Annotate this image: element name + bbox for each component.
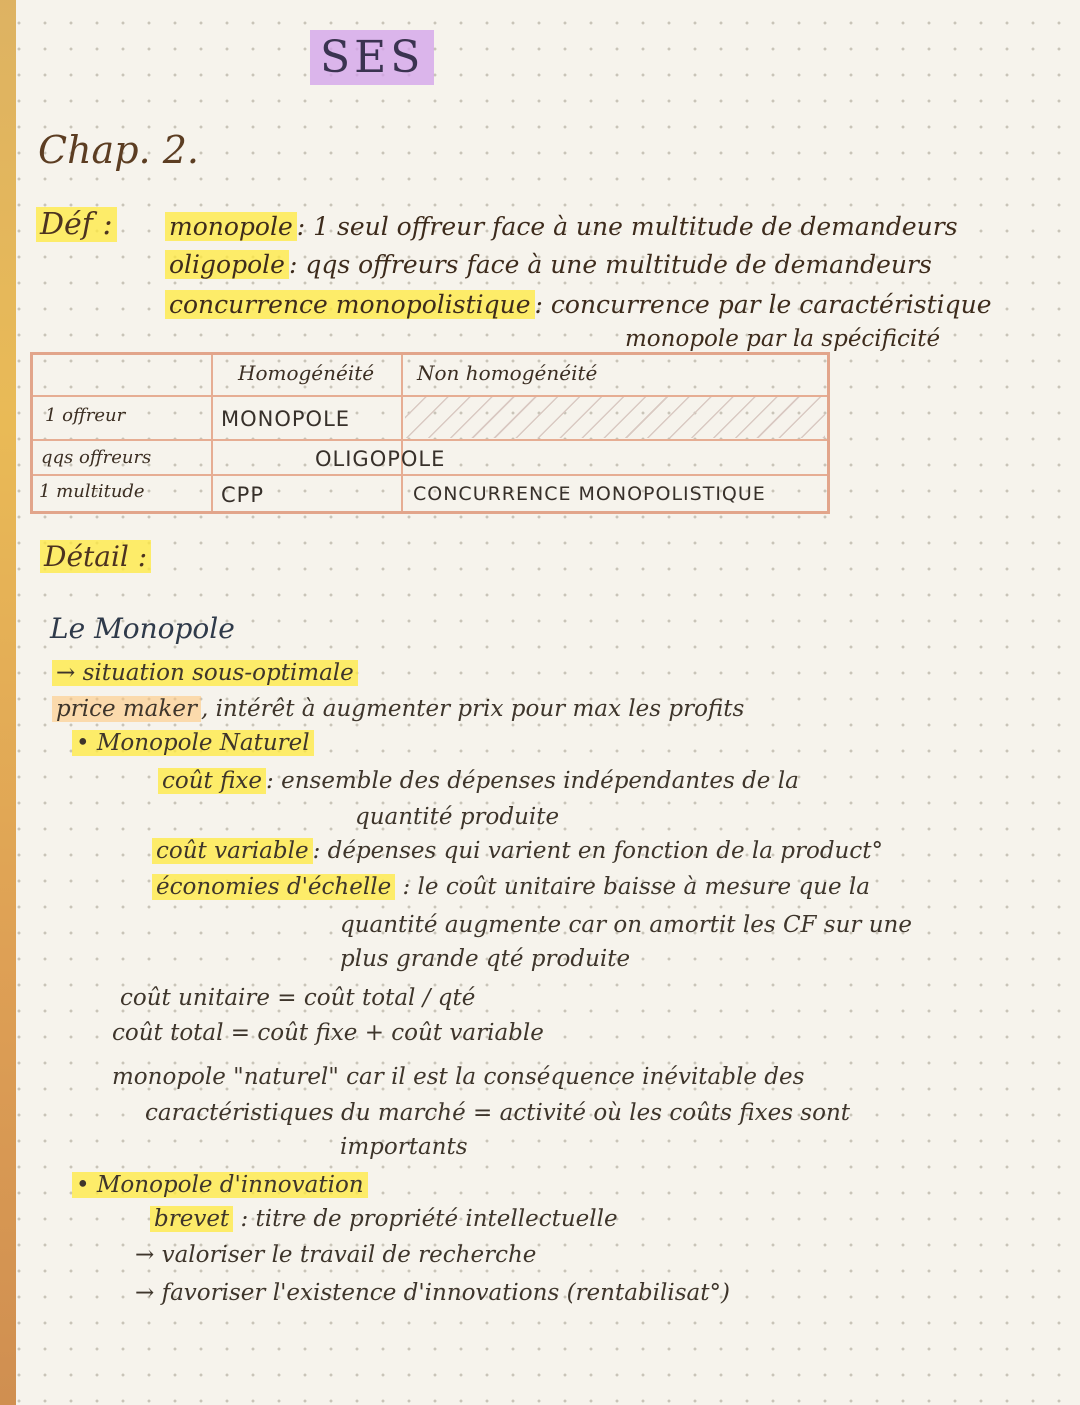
note-favoriser: → favoriser l'existence d'innovations (rentabilisat°) [135, 1280, 730, 1306]
page-edge [0, 0, 16, 1405]
note-monopole-innovation [72, 1172, 368, 1198]
note-naturel-cont: caractéristiques du marché = activité où les coûts fixes sont [145, 1100, 851, 1126]
term: brevet [150, 1206, 233, 1232]
col-header-homogeneite: Homogénéité [238, 361, 375, 385]
col-header-non-homogeneite: Non homogénéité [417, 361, 598, 385]
note-text: , intérêt à augmenter prix pour max les profits [200, 696, 745, 722]
hatched-cell [405, 397, 825, 438]
cell-monopole: MONOPOLE [221, 407, 351, 431]
note-valoriser: → valoriser le travail de recherche [135, 1242, 537, 1268]
definition-text: : concurrence par le caractéristique [534, 290, 992, 319]
definition-term: oligopole [165, 250, 289, 279]
note-text: • Monopole Naturel [72, 730, 314, 756]
table-divider [211, 355, 213, 511]
note-economies-echelle-cont: quantité augmente car on amortit les CF sur une [340, 912, 912, 938]
note-naturel-cont2: importants [340, 1134, 468, 1160]
formula-cout-total: coût total = coût fixe + coût variable [112, 1020, 544, 1046]
term-def: : titre de propriété intellectuelle [233, 1206, 618, 1232]
row-label-multitude: 1 multitude [39, 481, 145, 502]
market-structure-table [30, 352, 830, 514]
detail-label: Détail : [40, 540, 151, 573]
table-divider [33, 474, 827, 476]
note-highlight: price maker [52, 696, 201, 722]
definition-continuation: monopole par la spécificité [625, 326, 941, 352]
term: économies d'échelle [152, 874, 395, 900]
definition-oligopole [165, 250, 932, 279]
note-monopole-naturel [72, 730, 314, 756]
note-cout-fixe-cont: quantité produite [355, 804, 560, 830]
definition-term: concurrence monopolistique [165, 290, 535, 319]
term: coût fixe [158, 768, 266, 794]
term-def: : ensemble des dépenses indépendantes de la [266, 768, 799, 794]
note-economies-echelle-cont2: plus grande qté produite [340, 946, 631, 972]
table-divider [401, 355, 403, 511]
note-text: → situation sous-optimale [52, 660, 358, 686]
definition-monopole [165, 212, 958, 241]
note-price-maker [52, 696, 744, 722]
term-def: : dépenses qui varient en fonction de la product° [312, 838, 883, 864]
definition-text: : 1 seul offreur face à une multitude de demandeurs [296, 212, 958, 241]
formula-cout-unitaire: coût unitaire = coût total / qté [120, 985, 476, 1011]
cell-concurrence-monopolistique: CONCURRENCE MONOPOLISTIQUE [413, 483, 766, 505]
note-economies-echelle [152, 874, 870, 900]
note-text: • Monopole d'innovation [72, 1172, 368, 1198]
note-naturel: monopole "naturel" car il est la conséquence inévitable des [112, 1064, 805, 1090]
row-label-1-offreur: 1 offreur [45, 405, 126, 426]
definition-concurrence [165, 290, 992, 319]
term-def: : le coût unitaire baisse à mesure que la [395, 874, 870, 900]
page-title: SES [310, 30, 434, 85]
definitions-label: Déf : [36, 207, 117, 242]
note-sous-optimale [52, 660, 358, 686]
note-cout-variable [152, 838, 883, 864]
note-cout-fixe [158, 768, 799, 794]
chapter-heading: Chap. 2. [38, 128, 199, 172]
cell-cpp: CPP [221, 483, 264, 507]
term: coût variable [152, 838, 313, 864]
definition-term: monopole [165, 212, 297, 241]
section-heading-monopole: Le Monopole [50, 612, 235, 645]
note-brevet [150, 1206, 618, 1232]
definition-text: : qqs offreurs face à une multitude de demandeurs [288, 250, 932, 279]
cell-oligopole: OLIGOPOLE [315, 447, 446, 471]
table-divider [33, 439, 827, 441]
row-label-qqs-offreurs: qqs offreurs [41, 447, 152, 468]
